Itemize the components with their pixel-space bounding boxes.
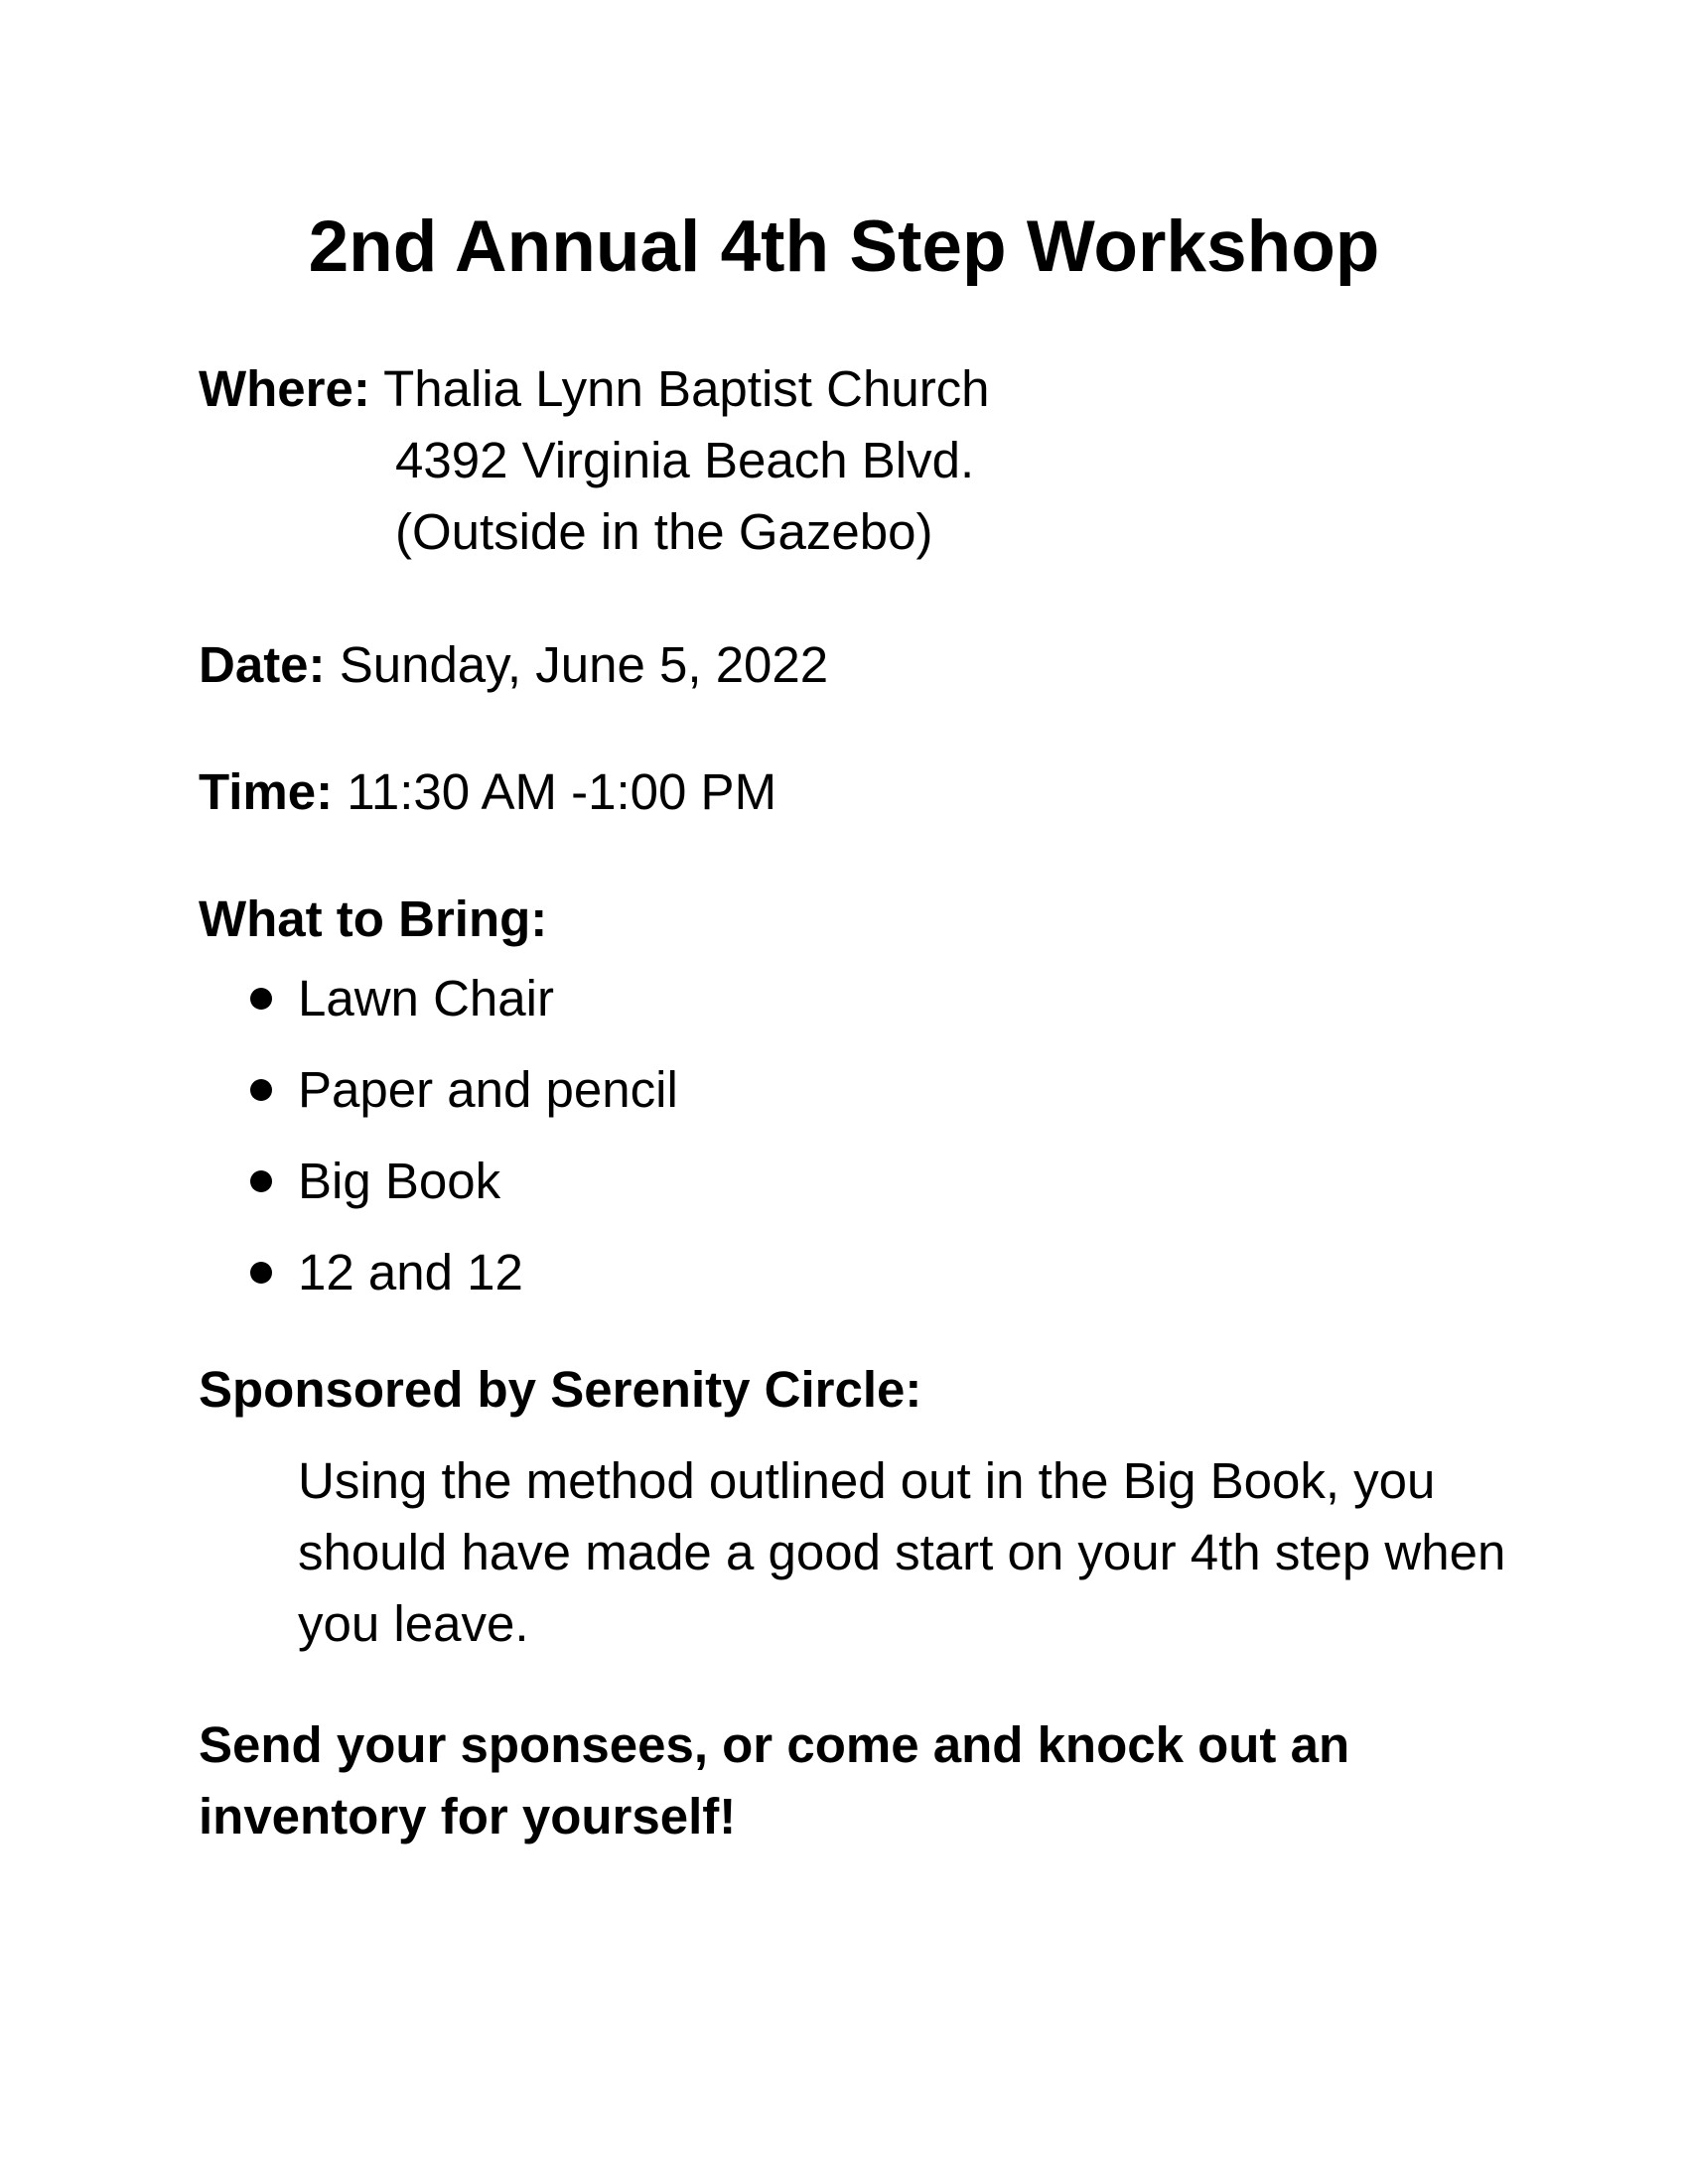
- where-label: Where:: [199, 360, 370, 417]
- list-item-label: Big Book: [298, 1153, 501, 1209]
- list-item-label: 12 and 12: [298, 1244, 523, 1300]
- where-venue: Thalia Lynn Baptist Church: [383, 360, 990, 417]
- where-note: (Outside in the Gazebo): [395, 503, 933, 560]
- list-item-label: Paper and pencil: [298, 1061, 678, 1118]
- list-item-label: Lawn Chair: [298, 970, 554, 1026]
- time-label: Time:: [199, 763, 334, 820]
- bullet-icon: [250, 1262, 272, 1284]
- bullet-icon: [250, 988, 272, 1010]
- where-line: [199, 357, 990, 421]
- list-item: [250, 1058, 678, 1122]
- list-item: [250, 1150, 500, 1213]
- list-item: [250, 1241, 523, 1304]
- time-value: 11:30 AM -1:00 PM: [347, 763, 777, 820]
- date-value: Sunday, June 5, 2022: [339, 636, 829, 693]
- bullet-icon: [250, 1170, 272, 1192]
- time-line: [199, 760, 776, 824]
- date-label: Date:: [199, 636, 326, 693]
- bullet-icon: [250, 1079, 272, 1101]
- closing-call-to-action: Send your sponsees, or come and knock out an inventory for yourself!: [199, 1716, 1350, 1844]
- page-title: 2nd Annual 4th Step Workshop: [308, 206, 1380, 287]
- bring-heading: What to Bring:: [199, 890, 548, 947]
- list-item: [250, 967, 554, 1030]
- date-line: [199, 633, 828, 697]
- sponsor-heading: Sponsored by Serenity Circle:: [199, 1361, 922, 1418]
- sponsor-description: Using the method outlined out in the Big Book, you should have made a good start on your 4th step when you leave.: [298, 1452, 1506, 1652]
- where-address: 4392 Virginia Beach Blvd.: [395, 432, 975, 488]
